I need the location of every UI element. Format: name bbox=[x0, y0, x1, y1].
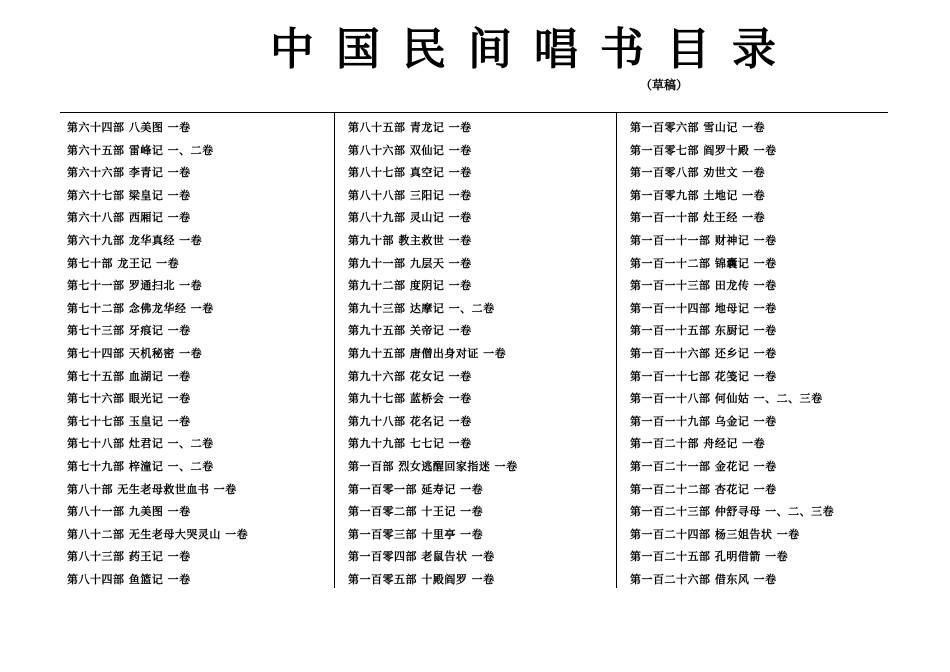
catalog-entry: 第一百一十二部 锦囊记 一卷 bbox=[630, 256, 777, 270]
catalog-entry: 第一百一十一部 财神记 一卷 bbox=[630, 233, 777, 247]
catalog-entry: 第一百一十八部 何仙姑 一、二、三卷 bbox=[630, 392, 823, 406]
catalog-entry: 第六十九部 龙华真经 一卷 bbox=[67, 233, 203, 247]
catalog-entry: 第八十五部 青龙记 一卷 bbox=[348, 121, 472, 134]
catalog-entry: 第一百一十四部 地母记 一卷 bbox=[630, 301, 777, 315]
column-divider-2 bbox=[616, 113, 617, 588]
draft-note: （草稿） bbox=[640, 78, 689, 92]
catalog-entry: 第九十六部 花女记 一卷 bbox=[348, 369, 472, 383]
catalog-entry: 第一百二十三部 仲舒寻母 一、二、三卷 bbox=[630, 505, 835, 519]
catalog-entry: 第一百零三部 十里亭 一卷 bbox=[348, 527, 484, 541]
catalog-column-3 bbox=[630, 117, 834, 591]
catalog-entry: 第六十五部 雷峰记 一、二卷 bbox=[67, 143, 214, 157]
catalog-entry: 第七十四部 天机秘密 一卷 bbox=[67, 346, 203, 360]
catalog-entry: 第八十九部 灵山记 一卷 bbox=[348, 211, 472, 225]
catalog-entry: 第七十一部 罗通扫北 一卷 bbox=[67, 279, 203, 293]
catalog-entry: 第一百一十五部 东厨记 一卷 bbox=[630, 324, 777, 338]
catalog-entry: 第九十二部 度阴记 一卷 bbox=[348, 279, 472, 293]
catalog-entry: 第八十三部 药王记 一卷 bbox=[67, 550, 191, 564]
catalog-entry: 第九十五部 关帝记 一卷 bbox=[348, 324, 472, 338]
catalog-entry: 第一百一十部 灶王经 一卷 bbox=[630, 211, 766, 225]
catalog-entry: 第一百部 烈女逃醒回家指迷 一卷 bbox=[348, 459, 518, 473]
catalog-entry: 第一百零九部 土地记 一卷 bbox=[630, 188, 766, 202]
catalog-entry: 第六十六部 李青记 一卷 bbox=[67, 166, 191, 180]
catalog-entry: 第七十六部 眼光记 一卷 bbox=[67, 392, 191, 406]
catalog-entry: 第八十八部 三阳记 一卷 bbox=[348, 188, 472, 202]
catalog-entry: 第九十三部 达摩记 一、二卷 bbox=[348, 301, 495, 315]
catalog-entry: 第九十部 教主救世 一卷 bbox=[348, 233, 472, 247]
catalog-entry: 第一百零八部 劝世文 一卷 bbox=[630, 166, 766, 180]
catalog-entry: 第一百零一部 延寿记 一卷 bbox=[348, 482, 484, 496]
header-rule bbox=[60, 112, 888, 113]
catalog-entry: 第一百二十六部 借东风 一卷 bbox=[630, 572, 777, 586]
catalog-entry: 第一百二十四部 杨三姐告状 一卷 bbox=[630, 527, 800, 541]
catalog-entry: 第一百一十三部 田龙传 一卷 bbox=[630, 279, 777, 293]
catalog-entry: 第一百一十六部 还乡记 一卷 bbox=[630, 346, 777, 360]
catalog-entry: 第一百零六部 雪山记 一卷 bbox=[630, 121, 766, 134]
catalog-entry: 第六十七部 梁皇记 一卷 bbox=[67, 188, 191, 202]
catalog-column-2 bbox=[348, 117, 518, 591]
catalog-entry: 第一百一十九部 乌金记 一卷 bbox=[630, 414, 777, 428]
catalog-entry: 第六十四部 八美图 一卷 bbox=[67, 121, 191, 134]
column-divider-1 bbox=[334, 113, 335, 588]
page-title: 中国民间唱书目录 bbox=[270, 24, 798, 75]
catalog-entry: 第七十七部 玉皇记 一卷 bbox=[67, 414, 191, 428]
catalog-entry: 第七十部 龙王记 一卷 bbox=[67, 256, 180, 270]
catalog-entry: 第九十七部 蓝桥会 一卷 bbox=[348, 392, 472, 406]
catalog-entry: 第一百零五部 十殿阎罗 一卷 bbox=[348, 572, 495, 586]
catalog-entry: 第九十九部 七七记 一卷 bbox=[348, 437, 472, 451]
catalog-entry: 第八十一部 九美图 一卷 bbox=[67, 505, 191, 519]
catalog-entry: 第一百一十七部 花笺记 一卷 bbox=[630, 369, 777, 383]
catalog-entry: 第七十九部 梓潼记 一、二卷 bbox=[67, 459, 214, 473]
catalog-column-1 bbox=[67, 117, 248, 591]
catalog-entry: 第六十八部 西厢记 一卷 bbox=[67, 211, 191, 225]
catalog-entry: 第一百零二部 十王记 一卷 bbox=[348, 505, 484, 519]
catalog-entry: 第七十五部 血湖记 一卷 bbox=[67, 369, 191, 383]
catalog-entry: 第七十三部 牙痕记 一卷 bbox=[67, 324, 191, 338]
catalog-entry: 第八十二部 无生老母大哭灵山 一卷 bbox=[67, 527, 249, 541]
catalog-entry: 第一百二十二部 杏花记 一卷 bbox=[630, 482, 777, 496]
catalog-entry: 第一百二十一部 金花记 一卷 bbox=[630, 459, 777, 473]
catalog-entry: 第八十七部 真空记 一卷 bbox=[348, 166, 472, 180]
catalog-entry: 第九十一部 九层天 一卷 bbox=[348, 256, 472, 270]
catalog-entry: 第一百二十部 舟经记 一卷 bbox=[630, 437, 766, 451]
catalog-entry: 第一百零四部 老鼠告状 一卷 bbox=[348, 550, 495, 564]
catalog-entry: 第八十六部 双仙记 一卷 bbox=[348, 143, 472, 157]
catalog-entry: 第一百二十五部 孔明借箭 一卷 bbox=[630, 550, 789, 564]
catalog-entry: 第八十四部 鱼篮记 一卷 bbox=[67, 572, 191, 586]
catalog-entry: 第八十部 无生老母救世血书 一卷 bbox=[67, 482, 237, 496]
catalog-entry: 第九十八部 花名记 一卷 bbox=[348, 414, 472, 428]
catalog-entry: 第七十八部 灶君记 一、二卷 bbox=[67, 437, 214, 451]
catalog-entry: 第七十二部 念佛龙华经 一卷 bbox=[67, 301, 214, 315]
catalog-entry: 第一百零七部 阎罗十殿 一卷 bbox=[630, 143, 777, 157]
catalog-entry: 第九十五部 唐僧出身对证 一卷 bbox=[348, 346, 507, 360]
